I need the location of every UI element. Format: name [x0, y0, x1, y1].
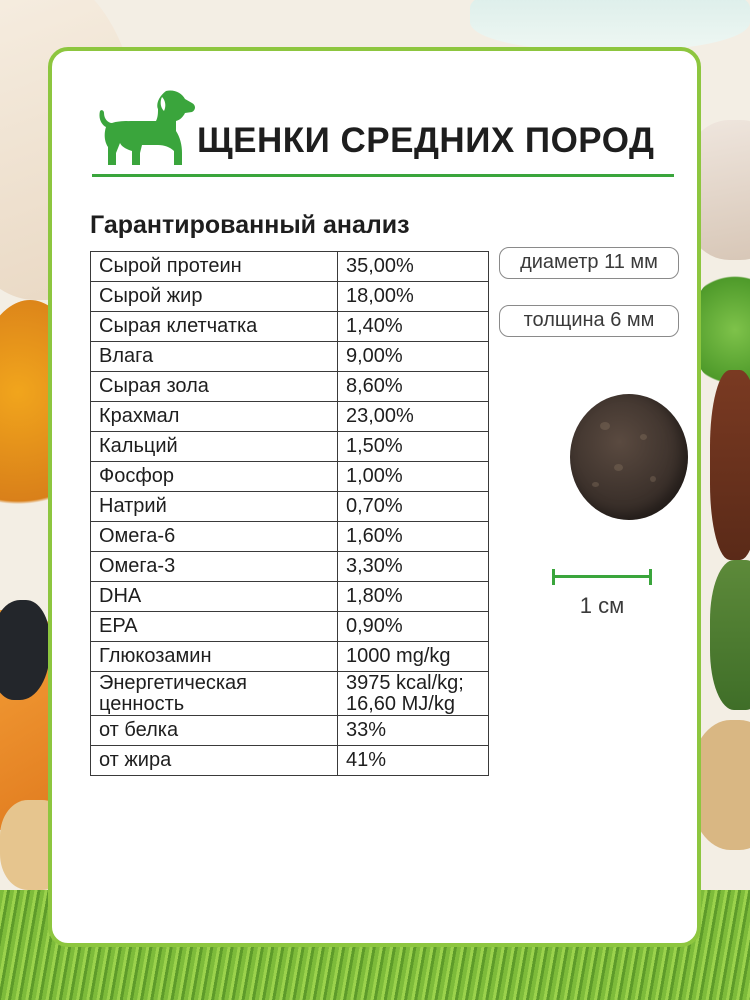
- table-row: [91, 282, 489, 312]
- table-row: [91, 342, 489, 372]
- kibble-image: [570, 394, 688, 520]
- nutrient-value: 0,70%: [338, 492, 489, 522]
- table-row: [91, 582, 489, 612]
- nutrient-name: Фосфор: [91, 462, 338, 492]
- nutrient-value: 33%: [338, 716, 489, 746]
- nutrient-name: Омега-3: [91, 552, 338, 582]
- nutrient-name: от белка: [91, 716, 338, 746]
- nutrient-name: Сырая клетчатка: [91, 312, 338, 342]
- nutrient-name: Кальций: [91, 432, 338, 462]
- title-divider: [92, 174, 674, 177]
- thickness-badge: толщина 6 мм: [499, 305, 679, 337]
- table-row: [91, 642, 489, 672]
- nutrient-value: 1,40%: [338, 312, 489, 342]
- table-row: [91, 672, 489, 716]
- nutrient-name: Глюкозамин: [91, 642, 338, 672]
- nutrient-name: от жира: [91, 746, 338, 776]
- analysis-table: [90, 251, 489, 776]
- dog-icon: [96, 87, 198, 169]
- nutrient-value: 3975 kcal/kg; 16,60 MJ/kg: [338, 672, 489, 716]
- nutrient-value: 3,30%: [338, 552, 489, 582]
- nutrient-value: 9,00%: [338, 342, 489, 372]
- table-row: [91, 552, 489, 582]
- nutrient-name: Сырая зола: [91, 372, 338, 402]
- table-row: [91, 462, 489, 492]
- nutrient-name: Влага: [91, 342, 338, 372]
- nutrient-name: Крахмал: [91, 402, 338, 432]
- diameter-badge: диаметр 11 мм: [499, 247, 679, 279]
- nutrient-value: 23,00%: [338, 402, 489, 432]
- table-row: [91, 612, 489, 642]
- table-row: [91, 522, 489, 552]
- nutrient-name: Омега-6: [91, 522, 338, 552]
- nutrient-name: Энергетическая ценность: [91, 672, 338, 716]
- nutrient-value: 1,00%: [338, 462, 489, 492]
- nutrient-value: 41%: [338, 746, 489, 776]
- scale-label: 1 см: [579, 593, 625, 618]
- rosemary-decoration: [710, 560, 750, 710]
- nutrient-name: EPA: [91, 612, 338, 642]
- info-card: [48, 47, 701, 947]
- nutrient-value: 1,50%: [338, 432, 489, 462]
- table-row: [91, 746, 489, 776]
- nutrient-value: 1,60%: [338, 522, 489, 552]
- nutrient-value: 8,60%: [338, 372, 489, 402]
- nutrient-value: 1000 mg/kg: [338, 642, 489, 672]
- clove-decoration: [710, 370, 750, 560]
- water-splash-decoration: [470, 0, 750, 50]
- nutrient-name: DHA: [91, 582, 338, 612]
- scale-bar: [552, 569, 652, 583]
- page-title: ЩЕНКИ СРЕДНИХ ПОРОД: [197, 121, 655, 160]
- table-row: [91, 716, 489, 746]
- table-row: [91, 372, 489, 402]
- analysis-heading: Гарантированный анализ: [90, 211, 410, 239]
- table-row: [91, 432, 489, 462]
- table-row: [91, 252, 489, 282]
- table-row: [91, 402, 489, 432]
- nutrient-value: 18,00%: [338, 282, 489, 312]
- table-row: [91, 312, 489, 342]
- nutrient-name: Натрий: [91, 492, 338, 522]
- nutrient-value: 1,80%: [338, 582, 489, 612]
- nutrient-value: 35,00%: [338, 252, 489, 282]
- nutrient-name: Сырой жир: [91, 282, 338, 312]
- nutrient-value: 0,90%: [338, 612, 489, 642]
- table-row: [91, 492, 489, 522]
- nutrient-name: Сырой протеин: [91, 252, 338, 282]
